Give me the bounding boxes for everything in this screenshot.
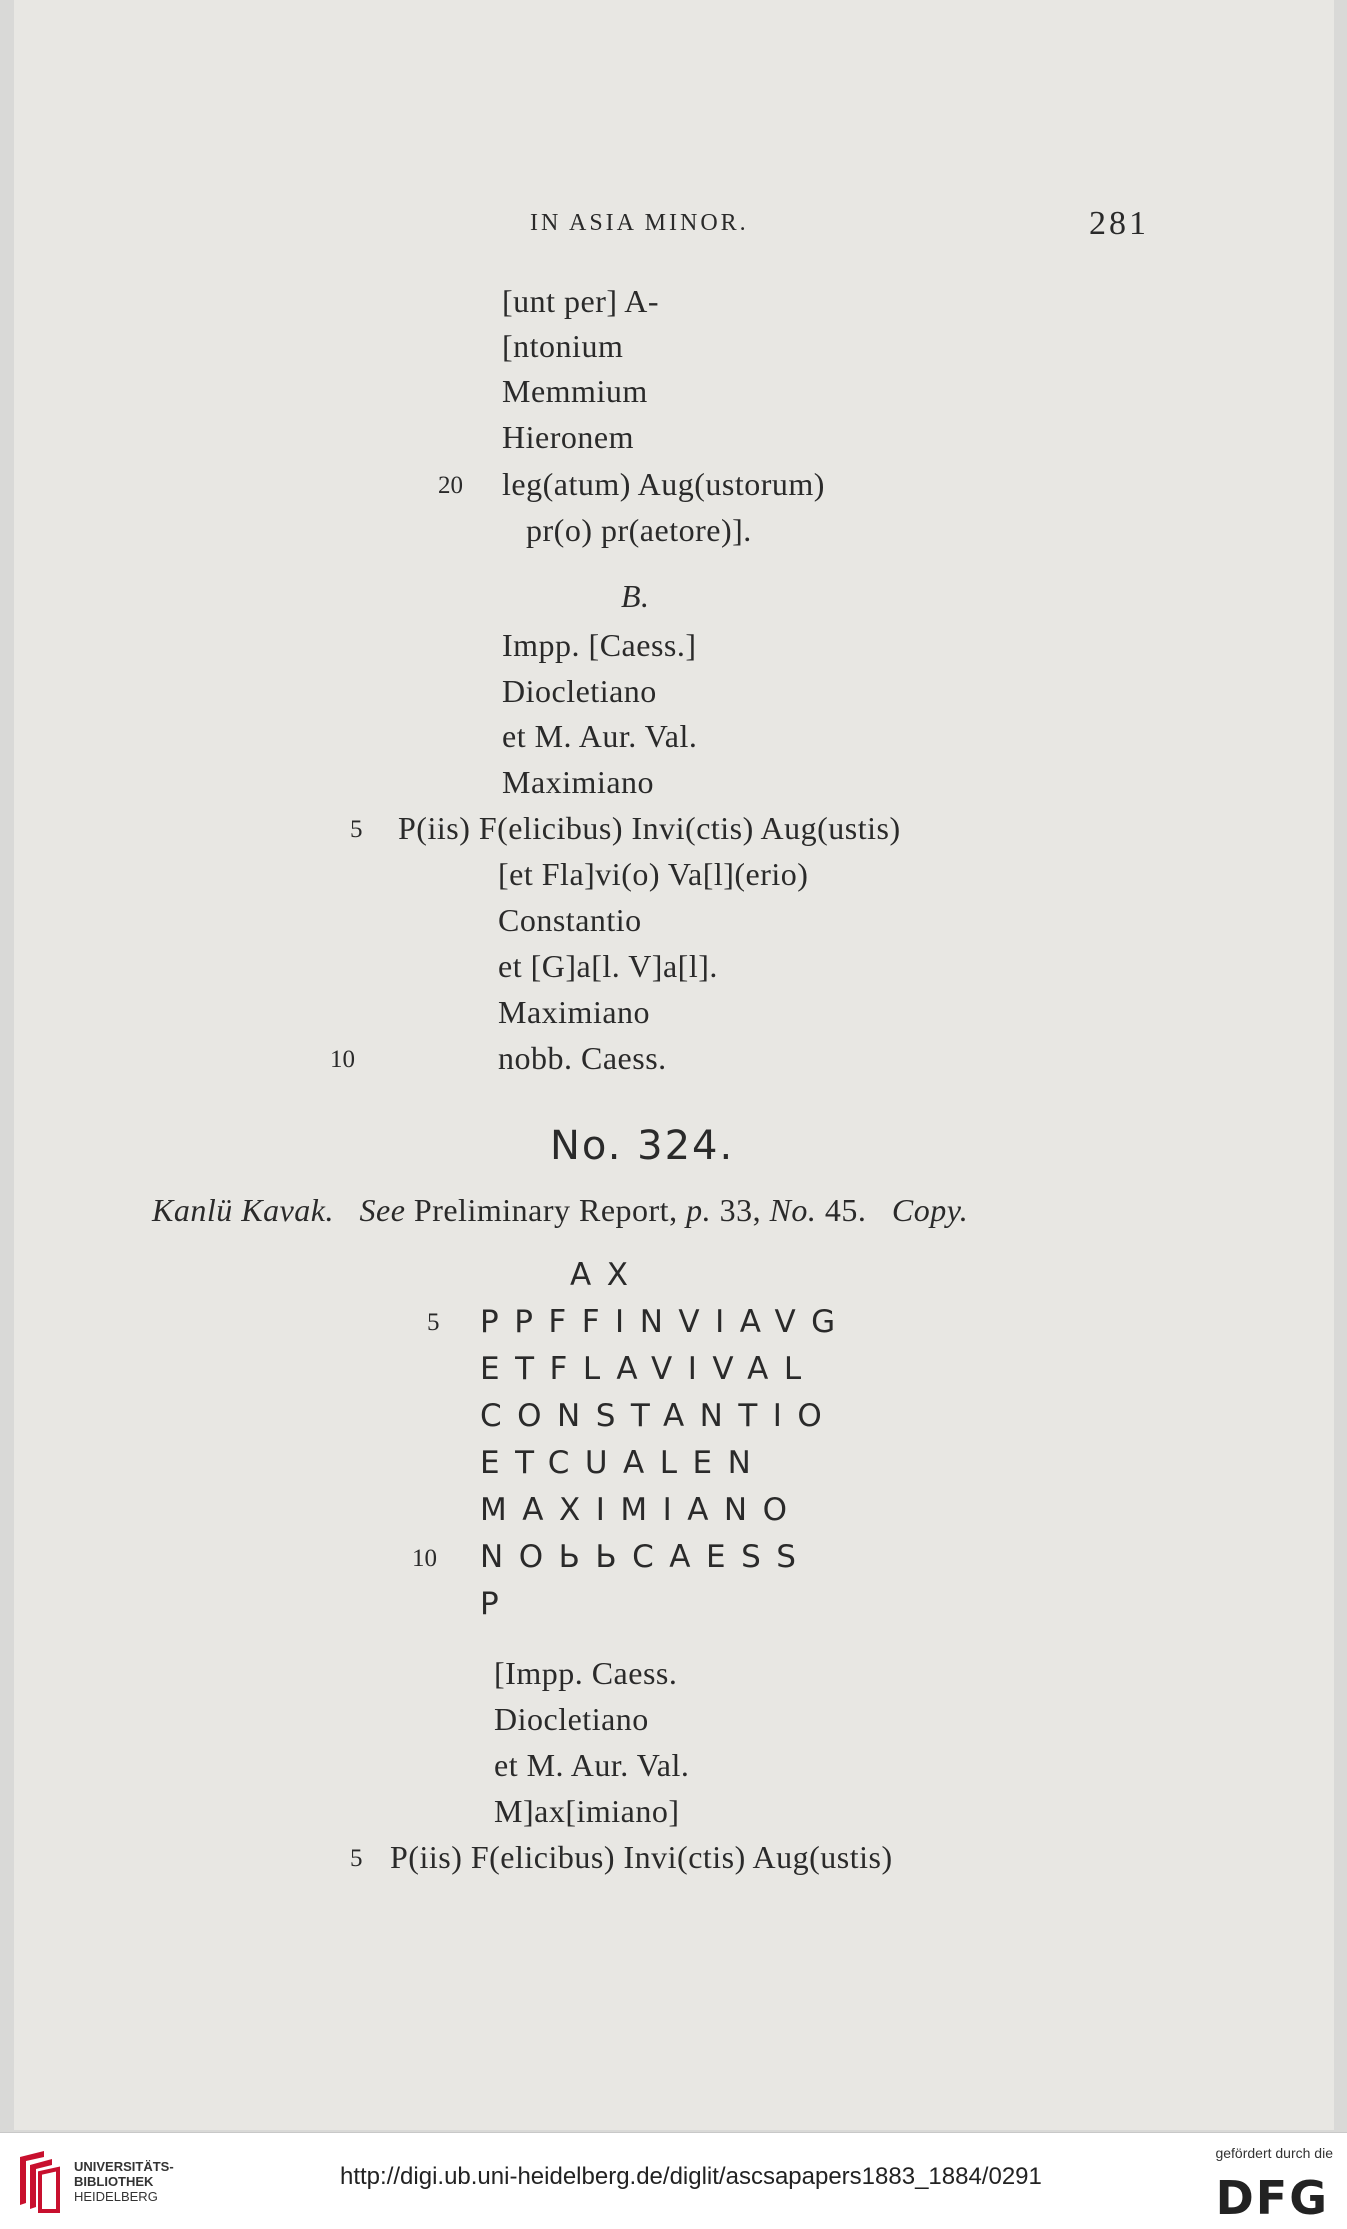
caps-line: PPFFINVIAVG xyxy=(480,1304,851,1340)
text-line: [unt per] A- xyxy=(502,283,660,319)
logo-line: BIBLIOTHEK xyxy=(74,2174,154,2189)
text-line: et M. Aur. Val. xyxy=(502,718,698,754)
copy-note: Copy. xyxy=(891,1192,969,1228)
text-line: et M. Aur. Val. xyxy=(494,1747,690,1783)
text-line: leg(atum) Aug(ustorum) xyxy=(502,466,825,502)
funding-note: gefördert durch die xyxy=(1215,2145,1333,2161)
caps-line: ETFLAVIVAL xyxy=(480,1351,817,1387)
line-number: 5 xyxy=(350,816,363,843)
caps-line: ETCUALEN xyxy=(480,1445,767,1481)
running-title: IN ASIA MINOR. xyxy=(530,210,749,236)
reference-number: 45. xyxy=(824,1192,867,1228)
reference-page: 33, xyxy=(719,1192,762,1228)
caps-line: MAXIMIANO xyxy=(480,1492,803,1528)
reference-title: Preliminary Report, xyxy=(413,1192,678,1228)
line-number: 10 xyxy=(412,1545,437,1572)
entry-reference xyxy=(152,1192,968,1229)
text-line: Diocletiano xyxy=(502,673,657,709)
text-line: Constantio xyxy=(498,902,642,938)
line-number: 10 xyxy=(330,1046,355,1073)
text-line: nobb. Caess. xyxy=(498,1040,667,1076)
text-line: [Impp. Caess. xyxy=(494,1655,678,1691)
page-number: 281 xyxy=(1089,205,1149,242)
logo-line: HEIDELBERG xyxy=(74,2189,158,2204)
text-line: P(iis) F(elicibus) Invi(ctis) Aug(ustis) xyxy=(390,1839,893,1875)
caps-line: CONSTANTIO xyxy=(480,1398,838,1434)
text-line: [et Fla]vi(o) Va[l](erio) xyxy=(498,856,809,892)
number-abbr: No. xyxy=(769,1192,817,1228)
logo-line: UNIVERSITÄTS- xyxy=(74,2159,174,2174)
section-label: B. xyxy=(621,578,650,614)
text-line: pr(o) pr(aetore)]. xyxy=(526,512,752,548)
entry-title: No. 324. xyxy=(550,1123,735,1169)
text-line: Maximiano xyxy=(502,764,655,800)
text-line: M]ax[imiano] xyxy=(494,1793,680,1829)
page-abbr: p. xyxy=(686,1192,712,1228)
document-page xyxy=(14,0,1334,2130)
text-line: Hieronem xyxy=(502,419,634,455)
place-name: Kanlü Kavak. xyxy=(152,1192,334,1228)
line-number: 5 xyxy=(350,1845,363,1872)
dfg-logo: DFG xyxy=(1215,2171,1329,2225)
line-number: 20 xyxy=(438,472,463,499)
caps-line: NOЬЬCAESS xyxy=(480,1539,812,1575)
text-line: Diocletiano xyxy=(494,1701,649,1737)
text-line: Impp. [Caess.] xyxy=(502,627,697,663)
document-url[interactable]: http://digi.ub.uni-heidelberg.de/diglit/ascsapapers1883_1884/0291 xyxy=(340,2163,1042,2190)
text-line: et [G]a[l. V]a[l]. xyxy=(498,948,718,984)
line-number: 5 xyxy=(427,1309,440,1336)
text-line: P(iis) F(elicibus) Invi(ctis) Aug(ustis) xyxy=(398,810,901,846)
library-logo-text xyxy=(74,2159,174,2204)
caps-line: P xyxy=(480,1586,515,1622)
library-logo-icon xyxy=(14,2147,62,2213)
text-line: Memmium xyxy=(502,373,648,409)
caps-line: AX xyxy=(570,1257,644,1293)
text-line: Maximiano xyxy=(498,994,651,1030)
text-line: [ntonium xyxy=(502,328,624,364)
footer-bar xyxy=(0,2132,1347,2229)
see-word: See xyxy=(359,1192,406,1228)
